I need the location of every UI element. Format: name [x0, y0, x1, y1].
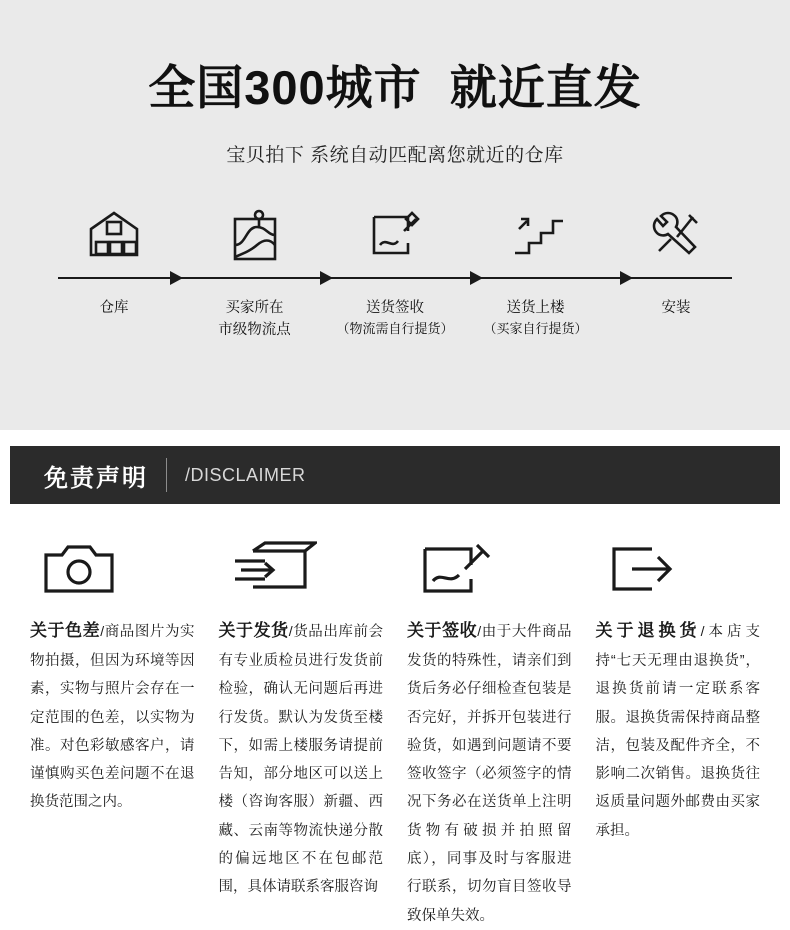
flow-step — [329, 201, 461, 263]
map-icon — [226, 201, 284, 263]
disclaimer-body: 本店支持“七天无理由退换货”，退换货前请一定联系客服。退换货需保持商品整洁，包装及配件齐全，不影响二次销售。退换货往返质量问题外邮费由买家承担。 — [595, 624, 761, 839]
flow-step — [470, 201, 602, 263]
flow-label — [329, 297, 461, 342]
flow-label — [470, 297, 602, 342]
slash: / — [100, 623, 105, 639]
flow-label-main: 送货签收 — [366, 299, 424, 316]
flow-label-main: 买家所在 — [225, 299, 284, 316]
flow-label — [189, 297, 321, 342]
disclaimer-columns — [0, 504, 790, 930]
signature-icon — [364, 201, 426, 263]
disclaimer-item — [395, 538, 584, 930]
disclaimer-title-cn: 免责声明 — [44, 464, 148, 492]
disclaimer-header — [10, 446, 780, 504]
flow-arrow — [170, 271, 183, 285]
flow-labels-row — [0, 297, 790, 342]
flow-label — [610, 297, 742, 342]
flow-arrow — [320, 271, 333, 285]
flow-step — [189, 201, 321, 263]
disclaimer-body: 货品出库前会有专业质检员进行发货前检验，确认无问题后再进行发货。默认为发货至楼下，如需上楼服务请提前告知，部分地区可以送上楼（咨询客服）新疆、西藏、云南等物流快递分散的偏远地区不在包邮范围，具体请联系客服咨询 — [218, 624, 384, 896]
flow-label-sub: （买家自行提货） — [483, 321, 588, 337]
banner-subtitle: 宝贝拍下 系统自动匹配离您就近的仓库 — [226, 144, 564, 166]
flow-label-sub: （物流需自行提货） — [336, 321, 454, 337]
sign-icon — [407, 538, 572, 600]
disclaimer-heading: 关于退换货 — [595, 621, 701, 640]
slash: / — [700, 623, 705, 639]
flow-step — [48, 201, 180, 263]
disclaimer-heading: 关于色差 — [30, 621, 101, 640]
disclaimer-text — [219, 614, 384, 902]
disclaimer-heading: 关于签收 — [407, 621, 478, 640]
flow-label-main: 安装 — [661, 299, 691, 316]
disclaimer-heading: 关于发货 — [218, 621, 289, 640]
banner-title: 全国300城市 就近直发 — [148, 61, 642, 114]
shipping-banner — [0, 0, 790, 430]
flow-step — [610, 201, 742, 263]
flow-arrow — [470, 271, 483, 285]
flow-arrow-line — [0, 263, 790, 293]
tools-icon — [645, 201, 707, 263]
disclaimer-body: 商品图片为实物拍摄，但因为环境等因素，实物与照片会存在一定范围的色差，以实物为准。对色彩敏感客户，请谨慎购买色差问题不在退换货范围之内。 — [30, 624, 195, 811]
disclaimer-item — [207, 538, 396, 930]
slash: / — [477, 623, 482, 639]
disclaimer-body: 由于大件商品发货的特殊性，请亲们到货后务必仔细检查包装是否完好，并拆开包装进行验货，如遇到问题请不要签收签字（必须签字的情况下务必在送货单上注明货物有破损并拍照留底），同事及时与客服进行联系，切勿盲目签收导致保单失效。 — [407, 624, 572, 924]
disclaimer-title-en: /DISCLAIMER — [185, 464, 306, 485]
flow-icons-row — [0, 201, 790, 263]
flow-arrow — [620, 271, 633, 285]
disclaimer-text — [407, 614, 572, 930]
disclaimer-text — [596, 614, 761, 845]
flow-label-sub: 市级物流点 — [218, 322, 291, 339]
disclaimer-text — [30, 614, 195, 817]
camera-icon — [30, 538, 195, 600]
shipping-box-icon — [219, 538, 384, 600]
slash: / — [288, 623, 293, 639]
warehouse-icon — [83, 201, 145, 263]
disclaimer-item — [18, 538, 207, 930]
flow-label — [48, 297, 180, 342]
disclaimer-item — [584, 538, 773, 930]
stairs-icon — [505, 201, 567, 263]
flow-label-main: 仓库 — [99, 299, 129, 316]
divider — [166, 458, 167, 492]
flow-label-main: 送货上楼 — [506, 299, 565, 316]
return-icon — [596, 538, 761, 600]
